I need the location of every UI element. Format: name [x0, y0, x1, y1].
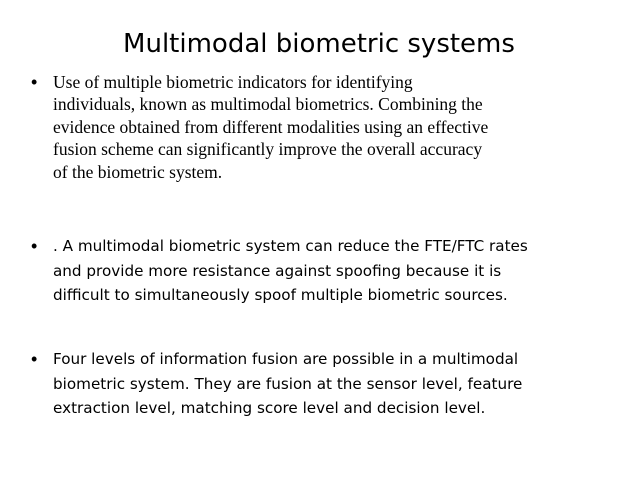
bullet-line: extraction level, matching score level and decision level.: [53, 399, 486, 417]
bullet-line: evidence obtained from different modalities using an effective: [53, 116, 489, 137]
bullet-icon: •: [31, 72, 38, 92]
bullet-line: biometric system. They are fusion at the sensor level, feature: [53, 374, 523, 393]
slide-title: Multimodal biometric systems: [123, 29, 515, 59]
bullet-icon: •: [31, 236, 38, 256]
bullet-line: of the biometric system.: [53, 161, 223, 182]
bullet-line: Four levels of information fusion are possible in a multimodal: [53, 350, 519, 368]
bullet-line: . A multimodal biometric system can reduce the FTE/FTC rates: [53, 237, 528, 255]
bullet-line: and provide more resistance against spoofing because it is: [53, 261, 502, 280]
bullet-icon: •: [31, 349, 38, 369]
bullet-line: individuals, known as multimodal biometrics. Combining the: [53, 94, 483, 115]
bullet-line: fusion scheme can significantly improve the overall accuracy: [53, 139, 483, 160]
bullet-text: [53, 347, 633, 421]
bullet-line: Use of multiple biometric indicators for identifying: [53, 72, 413, 92]
bullet-line: difficult to simultaneously spoof multiple biometric sources.: [53, 286, 508, 304]
bullet-text: [53, 234, 633, 308]
bullet-text: [53, 71, 633, 183]
